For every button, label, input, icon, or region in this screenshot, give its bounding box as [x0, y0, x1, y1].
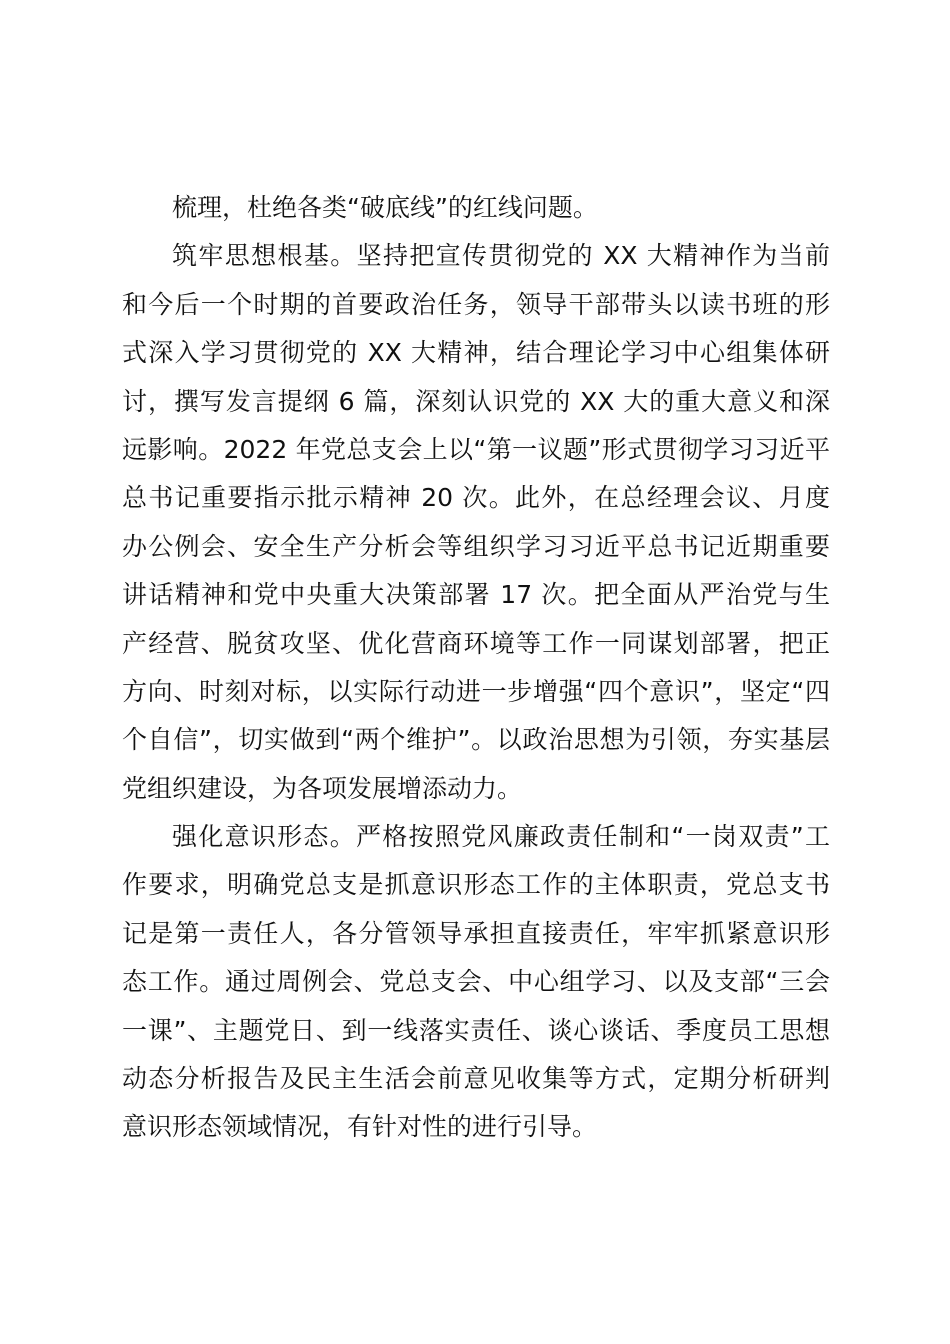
text-line: 意识形态领域情况，有针对性的进行引导。 — [122, 1112, 598, 1142]
text-line: 办公例会、安全生产分析会等组织学习习近平总书记近期重要 — [122, 531, 830, 561]
text-line: 作要求，明确党总支是抓意识形态工作的主体职责，党总支书 — [122, 870, 830, 900]
text-line: 远影响。2022 年党总支会上以“第一议题”形式贯彻学习习近平 — [122, 434, 830, 464]
text-line: 讲话精神和党中央重大决策部署 17 次。把全面从严治党与生 — [122, 580, 830, 610]
text-line: 动态分析报告及民主生活会前意见收集等方式，定期分析研判 — [122, 1064, 830, 1094]
text-line: 式深入学习贯彻党的 XX 大精神，结合理论学习中心组集体研 — [122, 338, 830, 368]
text-line: 党组织建设，为各项发展增添动力。 — [122, 773, 523, 803]
text-line: 记是第一责任人，各分管领导承担直接责任，牢牢抓紧意识形 — [122, 918, 830, 948]
text-line: 态工作。通过周例会、党总支会、中心组学习、以及支部“三会 — [122, 967, 830, 997]
text-line: 个自信”，切实做到“两个维护”。以政治思想为引领，夯实基层 — [122, 725, 830, 755]
text-line: 方向、时刻对标，以实际行动进一步增强“四个意识”，坚定“四 — [122, 676, 830, 706]
text-line: 梳理，杜绝各类“破底线”的红线问题。 — [172, 193, 598, 222]
text-line: 产经营、脱贫攻坚、优化营商环境等工作一同谋划部署，把正 — [122, 628, 830, 658]
text-line: 筑牢思想根基。坚持把宣传贯彻党的 XX 大精神作为当前 — [172, 241, 830, 271]
text-line: 强化意识形态。严格按照党风廉政责任制和“一岗双责”工 — [172, 822, 830, 852]
text-line: 讨，撰写发言提纲 6 篇，深刻认识党的 XX 大的重大意义和深 — [122, 386, 830, 416]
document-body — [122, 184, 830, 1152]
text-line: 和今后一个时期的首要政治任务，领导干部带头以读书班的形 — [122, 289, 830, 319]
text-line: 总书记重要指示批示精神 20 次。此外，在总经理会议、月度 — [122, 483, 830, 513]
text-line: 一课”、主题党日、到一线落实责任、谈心谈话、季度员工思想 — [122, 1015, 830, 1045]
